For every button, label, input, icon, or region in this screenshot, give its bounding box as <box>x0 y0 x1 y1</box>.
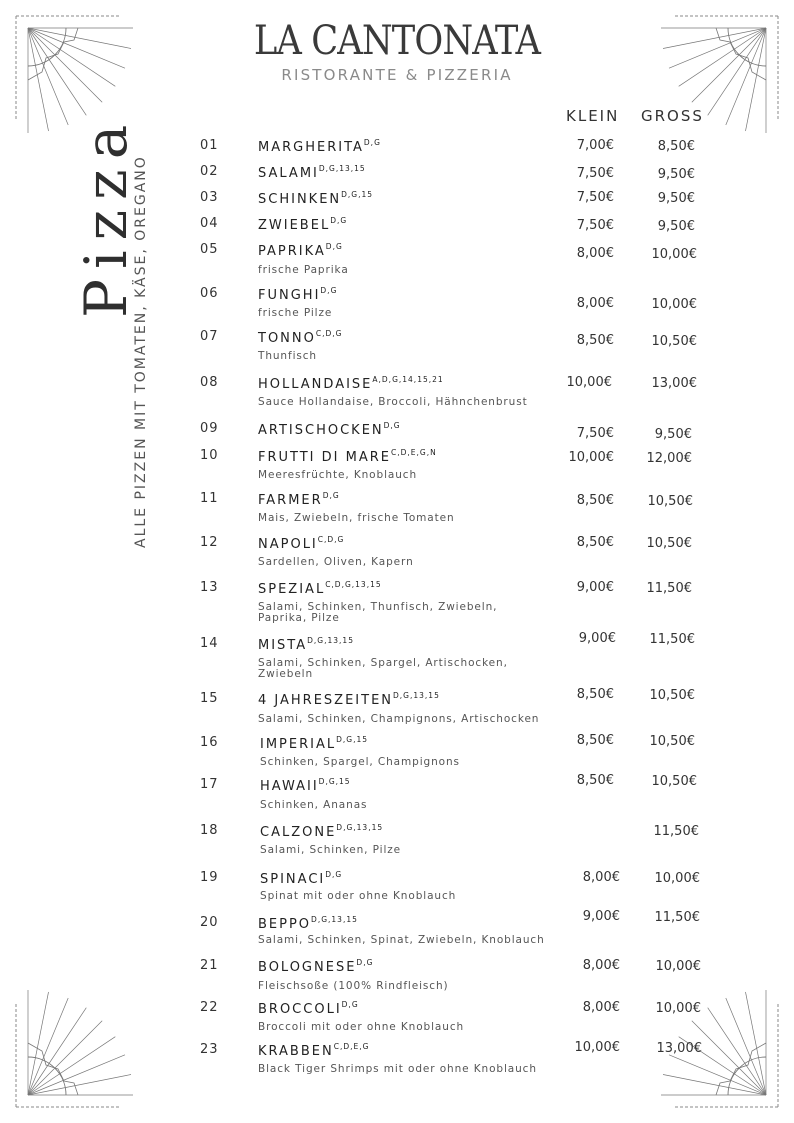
item-name: $BEPPO^{D,G,13,15}$ <box>258 915 358 932</box>
price-small: 8,50€ <box>576 733 614 748</box>
price-small: 7,50€ <box>576 426 614 441</box>
item-name: $ZWIEBEL^{D,G}$ <box>258 216 348 233</box>
price-large: 10,00€ <box>655 1001 701 1016</box>
item-number: 21 <box>200 958 219 973</box>
item-description: Salami, Schinken, Champignons, Artischocken <box>258 713 540 725</box>
item-allergens: D,G <box>322 491 340 500</box>
item-name: $KRABBEN^{C,D,E,G}$ <box>258 1042 370 1059</box>
item-allergens: D,G,13,15 <box>311 915 358 924</box>
item-number: 13 <box>200 580 219 595</box>
corner-ornament-bottom-left <box>10 983 140 1113</box>
price-small: 8,00€ <box>582 870 620 885</box>
price-large: 11,50€ <box>653 824 699 839</box>
item-name: FRUTTI DI $MARE^{C,D,E,G,N}$ <box>258 448 437 465</box>
item-name: $FUNGHI^{D,G}$ <box>258 286 338 303</box>
item-number: 04 <box>200 216 219 231</box>
price-large: 9,50€ <box>654 427 692 442</box>
price-large: 10,50€ <box>649 734 695 749</box>
item-number: 08 <box>200 375 219 390</box>
item-name: $IMPERIAL^{D,G,15}$ <box>260 735 369 752</box>
item-description: Spinat mit oder ohne Knoblauch <box>260 890 457 902</box>
item-description: Salami, Schinken, Spinat, Zwiebeln, Knoblauch <box>258 934 545 946</box>
price-small: 8,50€ <box>576 687 614 702</box>
price-small: 9,00€ <box>582 909 620 924</box>
item-description: Black Tiger Shrimps mit oder ohne Knoblauch <box>258 1063 537 1075</box>
price-large: 12,00€ <box>646 451 692 466</box>
column-header-large: GROSS <box>641 107 704 125</box>
price-large: 9,50€ <box>657 167 695 182</box>
price-small: 9,00€ <box>576 580 614 595</box>
item-name: $PAPRIKA^{D,G}$ <box>258 242 343 259</box>
price-small: 8,00€ <box>576 296 614 311</box>
column-header-small: KLEIN <box>566 107 620 125</box>
item-number: 17 <box>200 777 219 792</box>
price-large: 10,00€ <box>651 297 697 312</box>
item-name: $FARMER^{D,G}$ <box>258 491 340 508</box>
item-name: $MARGHERITA^{D,G}$ <box>258 138 381 155</box>
item-allergens: C,D,E,G,N <box>390 448 437 457</box>
item-allergens: D,G <box>356 958 374 967</box>
section-title: Pizza <box>72 114 140 318</box>
price-small: 9,00€ <box>578 631 616 646</box>
price-large: 13,00€ <box>656 1041 702 1056</box>
item-name: $MISTA^{D,G,13,15}$ <box>258 636 354 653</box>
item-name: $BOLOGNESE^{D,G}$ <box>258 958 374 975</box>
item-description: frische Paprika <box>258 264 349 276</box>
item-allergens: D,G,13,15 <box>336 823 384 832</box>
item-name: $SALAMI^{D,G,13,15}$ <box>258 164 366 181</box>
item-allergens: A,D,G,14,15,21 <box>372 375 444 384</box>
item-number: 16 <box>200 735 219 750</box>
item-number: 15 <box>200 691 219 706</box>
item-name: $CALZONE^{D,G,13,15}$ <box>260 823 384 840</box>
item-description: Mais, Zwiebeln, frische Tomaten <box>258 512 455 524</box>
price-small: 7,50€ <box>576 218 614 233</box>
price-large: 10,50€ <box>649 688 695 703</box>
price-large: 8,50€ <box>657 139 695 154</box>
price-small: 7,00€ <box>576 138 614 153</box>
price-large: 11,50€ <box>649 632 695 647</box>
item-allergens: D,G <box>383 421 401 430</box>
item-number: 12 <box>200 535 219 550</box>
item-name: $SPINACI^{D,G}$ <box>260 870 343 887</box>
price-small: 8,50€ <box>576 773 614 788</box>
item-name: $SPEZIAL^{C,D,G,13,15}$ <box>258 580 382 597</box>
price-large: 11,50€ <box>654 910 700 925</box>
price-small: 8,50€ <box>576 333 614 348</box>
item-name: $TONNO^{C,D,G}$ <box>258 329 343 346</box>
item-allergens: D,G <box>325 242 343 251</box>
item-number: 18 <box>200 823 219 838</box>
item-description: Thunfisch <box>258 350 317 362</box>
price-small: 10,00€ <box>566 375 612 390</box>
item-name: $HOLLANDAISE^{A,D,G,14,15,21}$ <box>258 375 444 392</box>
price-large: 10,50€ <box>651 774 697 789</box>
item-allergens: D,G,13,15 <box>318 164 366 173</box>
item-number: 09 <box>200 421 219 436</box>
item-number: 07 <box>200 329 219 344</box>
price-large: 10,50€ <box>646 536 692 551</box>
item-allergens: D,G <box>341 1000 359 1009</box>
item-name: $SCHINKEN^{D,G,15}$ <box>258 190 374 207</box>
item-description: Broccoli mit oder ohne Knoblauch <box>258 1021 465 1033</box>
price-small: 8,00€ <box>576 246 614 261</box>
item-number: 19 <box>200 870 219 885</box>
item-description: Sauce Hollandaise, Broccoli, Hähnchenbrust <box>258 396 528 408</box>
item-name: $ARTISCHOCKEN^{D,G}$ <box>258 421 401 438</box>
price-small: 8,00€ <box>582 958 620 973</box>
item-allergens: D,G,13,15 <box>307 636 354 645</box>
price-large: 10,50€ <box>647 494 693 509</box>
item-number: 05 <box>200 242 219 257</box>
item-description: Schinken, Ananas <box>260 799 368 811</box>
item-number: 23 <box>200 1042 219 1057</box>
price-small: 10,00€ <box>574 1040 620 1055</box>
price-large: 13,00€ <box>651 376 697 391</box>
item-allergens: C,D,E,G <box>333 1042 370 1051</box>
item-number: 10 <box>200 448 219 463</box>
item-description: Fleischsoße (100% Rindfleisch) <box>258 980 449 992</box>
price-small: 8,00€ <box>582 1000 620 1015</box>
item-description: Salami, Schinken, Pilze <box>260 844 402 856</box>
item-allergens: C,D,G <box>317 535 345 544</box>
item-allergens: D,G <box>320 286 338 295</box>
price-large: 10,00€ <box>651 247 697 262</box>
price-large: 9,50€ <box>657 219 695 234</box>
item-name: 4 $JAHRESZEITEN^{D,G,13,15}$ <box>258 691 440 708</box>
item-description: frische Pilze <box>258 307 333 319</box>
item-allergens: C,D,G,13,15 <box>325 580 382 589</box>
price-small: 10,00€ <box>568 450 614 465</box>
restaurant-name: LA CANTONATA <box>253 18 541 64</box>
item-allergens: D,G,15 <box>336 735 369 744</box>
section-note: ALLE PIZZEN MIT TOMATEN, KÄSE, OREGANO <box>133 155 149 548</box>
item-description: Schinken, Spargel, Champignons <box>260 756 460 768</box>
item-allergens: D,G,15 <box>341 190 374 199</box>
item-allergens: D,G,13,15 <box>393 691 440 700</box>
item-allergens: D,G <box>325 870 343 879</box>
price-small: 7,50€ <box>576 190 614 205</box>
price-large: 10,00€ <box>654 871 700 886</box>
item-description: Sardellen, Oliven, Kapern <box>258 556 414 568</box>
item-number: 02 <box>200 164 219 179</box>
item-description: Salami, Schinken, Thunfisch, Zwiebeln, Paprika, Pilze <box>258 601 498 624</box>
price-small: 8,50€ <box>576 535 614 550</box>
item-allergens: C,D,G <box>315 329 343 338</box>
item-name: $BROCCOLI^{D,G}$ <box>258 1000 359 1017</box>
item-number: 03 <box>200 190 219 205</box>
item-description: Meeresfrüchte, Knoblauch <box>258 469 418 481</box>
item-allergens: D,G,15 <box>318 777 351 786</box>
item-number: 01 <box>200 138 219 153</box>
restaurant-subtitle: RISTORANTE & PIZZERIA <box>281 66 513 84</box>
price-large: 9,50€ <box>657 191 695 206</box>
item-allergens: D,G <box>363 138 381 147</box>
price-large: 10,00€ <box>655 959 701 974</box>
item-number: 14 <box>200 636 219 651</box>
item-description: Salami, Schinken, Spargel, Artischocken, Zwiebeln <box>258 657 508 680</box>
price-small: 7,50€ <box>576 166 614 181</box>
price-large: 10,50€ <box>651 334 697 349</box>
item-number: 22 <box>200 1000 219 1015</box>
item-number: 20 <box>200 915 219 930</box>
price-small: 8,50€ <box>576 493 614 508</box>
item-allergens: D,G <box>330 216 348 225</box>
item-name: $HAWAII^{D,G,15}$ <box>260 777 351 794</box>
item-name: $NAPOLI^{C,D,G}$ <box>258 535 345 552</box>
item-number: 06 <box>200 286 219 301</box>
price-large: 11,50€ <box>646 581 692 596</box>
item-number: 11 <box>200 491 219 506</box>
